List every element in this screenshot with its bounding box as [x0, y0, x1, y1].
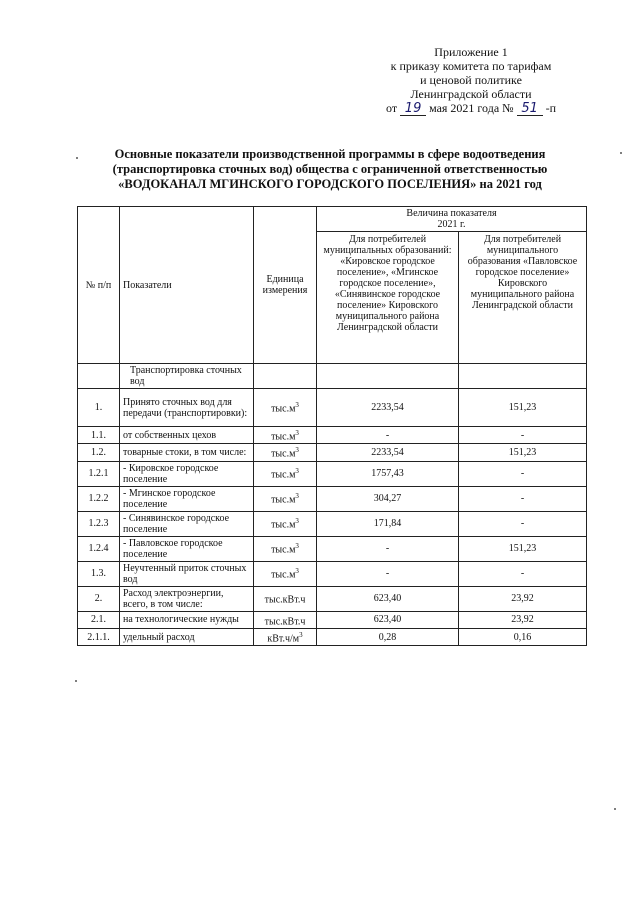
table-row [78, 427, 587, 444]
row-value-2: 23,92 [459, 611, 587, 628]
row-unit-text: тыс.м [271, 519, 296, 531]
row-unit-sup: 3 [295, 542, 299, 551]
header-consumers-1: Для потребителей муниципальных образований: «Кировское городское поселение», «Мгинское городское поселение», «Синявинское городское поселение» Кировского муниципального района Ленинградской области [317, 232, 459, 364]
order-from: от [385, 101, 398, 115]
row-number: 2.1.1. [78, 628, 120, 645]
row-unit [254, 628, 317, 645]
row-number: 1.2.4 [78, 536, 120, 561]
order-month-year: мая 2021 года № [429, 101, 514, 115]
row-value-2: - [459, 427, 587, 444]
row-indicator: - Мгинское городское поселение [120, 486, 254, 511]
row-value-2: - [459, 486, 587, 511]
scan-speck [76, 157, 78, 159]
section-label: Транспортировка сточных вод [120, 364, 254, 389]
row-unit-sup: 3 [295, 401, 299, 410]
row-unit-text: кВт.ч/м [267, 633, 300, 645]
row-unit [254, 536, 317, 561]
row-value-1: - [317, 536, 459, 561]
table-row [78, 389, 587, 427]
row-unit-sup: 3 [295, 429, 299, 437]
header-value-label: Величина показателя [406, 208, 497, 219]
row-unit-text: тыс.м [271, 494, 296, 506]
section-row [78, 364, 587, 389]
header-consumers-2: Для потребителей муниципального образования «Павловское городское поселение» Кировского муниципального района Ленинградской области [459, 232, 587, 364]
row-indicator: - Кировское городское поселение [120, 461, 254, 486]
row-value-2: 151,23 [459, 389, 587, 427]
row-unit-text: тыс.кВт.ч [264, 594, 306, 606]
row-value-1: 171,84 [317, 511, 459, 536]
row-unit [254, 561, 317, 586]
row-unit-text: тыс.кВт.ч [264, 615, 306, 627]
order-suffix: -п [545, 101, 557, 115]
table-row [78, 486, 587, 511]
scan-speck [620, 152, 622, 154]
table-row [78, 536, 587, 561]
row-unit [254, 389, 317, 427]
table-row [78, 461, 587, 486]
row-value-1: 623,40 [317, 611, 459, 628]
title-line-1: Основные показатели производственной программы в сфере водоотведения [114, 147, 546, 161]
indicators-table [77, 206, 587, 646]
row-indicator: от собственных цехов [120, 427, 254, 444]
row-value-1: 623,40 [317, 586, 459, 611]
row-indicator: - Синявинское городское поселение [120, 511, 254, 536]
title-line-3: «ВОДОКАНАЛ МГИНСКОГО ГОРОДСКОГО ПОСЕЛЕНИЯ» на 2021 год [118, 177, 542, 191]
order-number: 51 [517, 103, 543, 116]
table-row [78, 511, 587, 536]
row-unit-text: тыс.м [271, 448, 296, 460]
appendix-block [356, 45, 586, 116]
appendix-title: Приложение 1 [434, 45, 508, 59]
row-unit-sup: 3 [295, 517, 299, 526]
row-value-2: 151,23 [459, 444, 587, 461]
row-value-1: 2233,54 [317, 389, 459, 427]
table-row [78, 586, 587, 611]
appendix-policy: и ценовой политике [420, 73, 522, 87]
row-indicator: Неучтенный приток сточных вод [120, 561, 254, 586]
row-unit-sup: 3 [295, 446, 299, 455]
row-indicator: Принято сточных вод для передачи (транспортировки): [120, 389, 254, 427]
header-unit: Единица измерения [254, 207, 317, 364]
row-value-2: - [459, 511, 587, 536]
order-day: 19 [400, 103, 426, 116]
row-number: 1.2. [78, 444, 120, 461]
row-unit [254, 461, 317, 486]
row-value-1: - [317, 561, 459, 586]
scan-speck [75, 680, 77, 682]
header-value-group [317, 207, 587, 232]
row-unit-sup: 3 [295, 492, 299, 501]
appendix-region: Ленинградской области [410, 87, 532, 101]
table-row [78, 628, 587, 645]
row-unit-sup: 3 [295, 467, 299, 476]
row-number: 1.2.3 [78, 511, 120, 536]
row-unit [254, 511, 317, 536]
row-indicator: удельный расход [120, 628, 254, 645]
row-indicator: товарные стоки, в том числе: [120, 444, 254, 461]
row-number: 1. [78, 389, 120, 427]
header-num: № п/п [78, 207, 120, 364]
row-unit [254, 444, 317, 461]
row-unit [254, 427, 317, 444]
row-unit-text: тыс.м [271, 544, 296, 556]
row-number: 2. [78, 586, 120, 611]
row-unit [254, 586, 317, 611]
row-number: 1.3. [78, 561, 120, 586]
table-row [78, 611, 587, 628]
row-number: 1.2.2 [78, 486, 120, 511]
row-unit [254, 486, 317, 511]
row-unit-text: тыс.м [271, 569, 296, 581]
row-value-1: 304,27 [317, 486, 459, 511]
appendix-order: к приказу комитета по тарифам [390, 59, 552, 73]
row-indicator: на технологические нужды [120, 611, 254, 628]
row-value-2: - [459, 461, 587, 486]
table-row [78, 561, 587, 586]
scan-speck [614, 808, 616, 810]
row-value-1: - [317, 427, 459, 444]
row-unit-text: тыс.м [271, 403, 296, 415]
row-value-2: - [459, 561, 587, 586]
row-unit-sup: 3 [295, 567, 299, 576]
row-unit-text: тыс.м [271, 431, 296, 443]
table-row [78, 444, 587, 461]
header-indicator: Показатели [120, 207, 254, 364]
row-value-1: 0,28 [317, 628, 459, 645]
row-indicator: - Павловское городское поселение [120, 536, 254, 561]
row-value-2: 0,16 [459, 628, 587, 645]
order-date-line [356, 101, 586, 116]
row-unit [254, 611, 317, 628]
row-value-2: 23,92 [459, 586, 587, 611]
row-number: 2.1. [78, 611, 120, 628]
row-value-2: 151,23 [459, 536, 587, 561]
row-number: 1.1. [78, 427, 120, 444]
row-number: 1.2.1 [78, 461, 120, 486]
row-indicator: Расход электроэнергии, всего, в том числе: [120, 586, 254, 611]
header-year: 2021 г. [437, 219, 466, 230]
row-unit-sup: 3 [299, 630, 303, 639]
row-value-1: 2233,54 [317, 444, 459, 461]
row-value-1: 1757,43 [317, 461, 459, 486]
row-unit-text: тыс.м [271, 469, 296, 481]
title-line-2: (транспортировка сточных вод) общества с ограниченной ответственностью [112, 162, 548, 176]
document-title [60, 147, 600, 192]
